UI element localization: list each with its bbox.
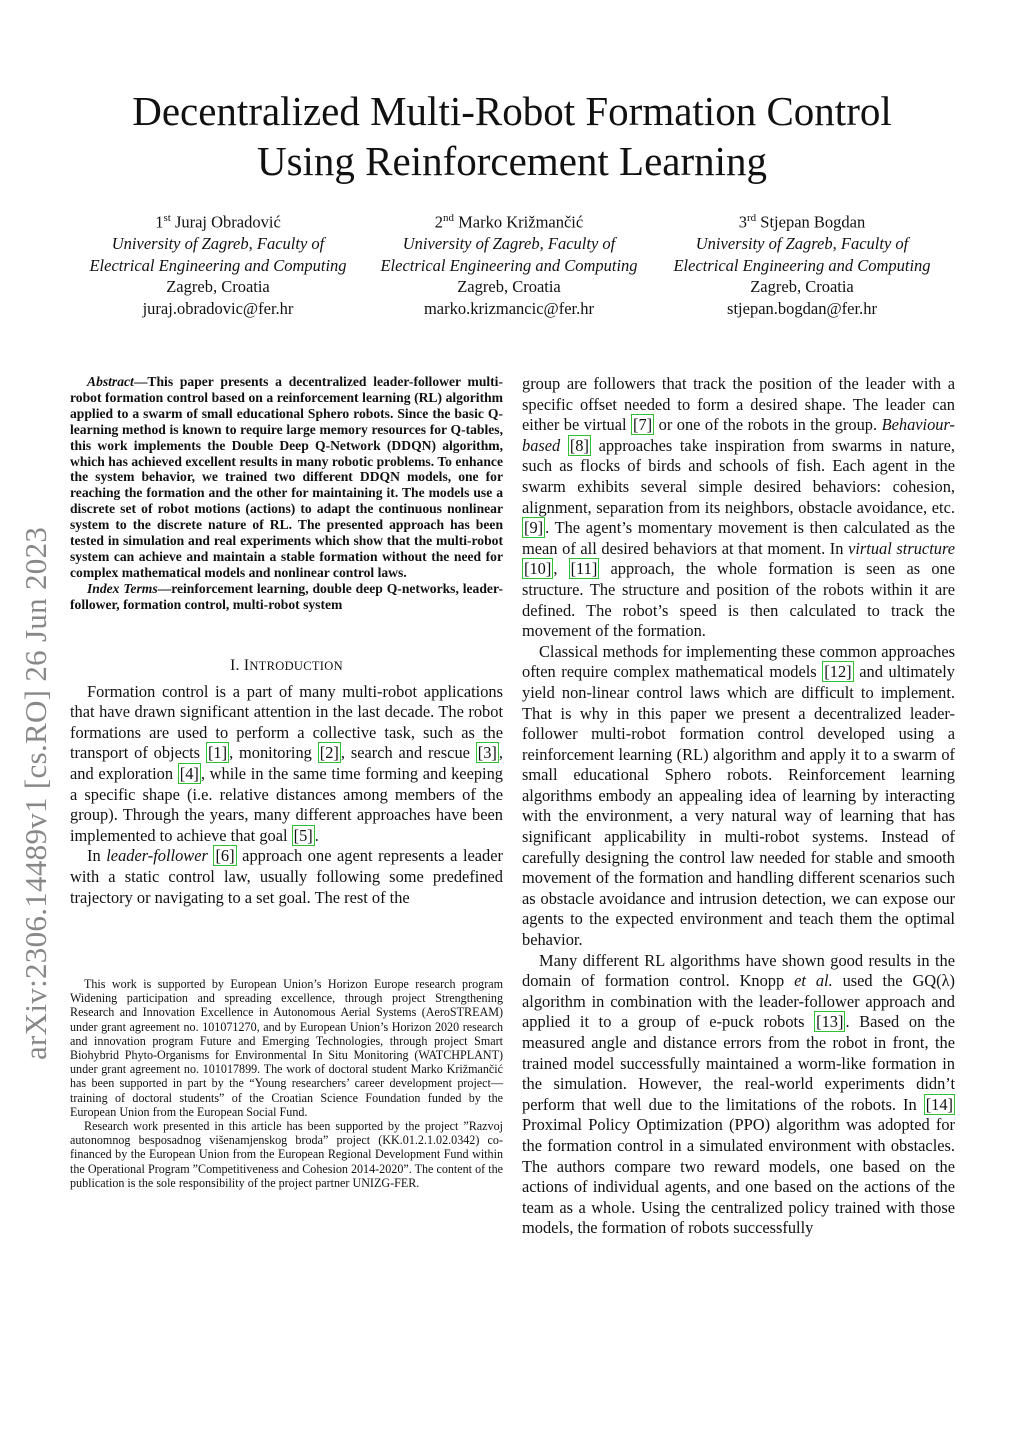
intro-paragraph-1: Formation control is a part of many multi-robot applications that have drawn significant attention in the last decade. The robot formations are used to perform a collective task, such as the transport of objects [1] , monitoring [2] , search and rescue [3] , and exploration [4] , while in the same time forming and keeping a specific shape (i.e. relative distances among members of the group). Through the years, many different approaches have been implemented to achieve that goal [5] .: [70, 681, 504, 845]
author-location: Zagreb, Croatia: [457, 277, 561, 296]
right-paragraph-2: Classical methods for implementing these common approaches often require complex mathematical models [12] and ultimately yield non-linear control laws which are difficult to implement. That is why in this paper we present a decentralized leader-follower multi-robot formation control developed using a reinforcement learning (RL) algorithm and apply it to a swarm of small educational Sphero robots. Reinforcement learning algorithms embody an appealing idea of learning by interacting with the environment, a very natural way of learning that has significant applicability in multi-robot systems. Instead of carefully designing the control law needed for stable and smooth movement of the formation and handling different scenarios such as obstacle avoidance and intrusion detection, we can expose our agents to the expected environment and teach them the optimal behavior.: [522, 641, 955, 950]
author-location: Zagreb, Croatia: [750, 277, 854, 296]
right-paragraph-1: group are followers that track the position of the leader with a specific offset needed to form a desired shape. The leader can either be virtual [7] or one of the robots in the group. Behaviour-based [8] approaches take inspiration from swarms in nature, such as flocks of birds and schools of fish. Each agent in the swarm exhibits several simple desired behaviors: cohesion, alignment, separation from its neighbors, obstacle avoidance, etc. [9] . The agent’s momentary movement is then calculated as the mean of all desired behaviors at that moment. In virtual structure [10] , [11] approach, the whole formation is seen as one structure. The structure and position of the robots within it are defined. The robot’s speed is then calculated to track the movement of the formation.: [522, 374, 955, 641]
author-affiliation: University of Zagreb, Faculty of: [402, 234, 616, 253]
footnote-funding-1: This work is supported by European Union’s Horizon Europe research program Widening participation and spreading excellence, through project Strengthening Research and Innovation Excellence in Autonomous Aerial Systems (AeroSTREAM) under grant agreement no. 101071270, and by European Union’s Horizon 2020 research and innovation program Future and Emerging Technologies, through project Smart Biohybrid Phyto-Organisms for Environmental In Situ Monitoring (WATCHPLANT) under grant agreement no. 101017899. The work of doctoral student Marko Križmančić has been supported in part by the “Young researchers’ career development project—training of doctoral students” of the Croatian Science Foundation funded by the European Union from the European Social Fund.: [70, 977, 503, 1119]
citation-link[interactable]: [10]: [524, 559, 552, 579]
author-name: 3rd Stjepan Bogdan: [738, 212, 866, 232]
abstract: Abstract—This paper presents a decentralized leader-follower multi-robot formation control based on a reinforcement learning (RL) algorithm applied to a swarm of small educational Sphero robots. Since the basic Q-learning method is known to require large memory resources for Q-tables, this work implements the Double Deep Q-Network (DDQN) algorithm, which has achieved excellent results in many robotic problems. To enhance the system behavior, we trained two different DDQN models, one for reaching the formation and the other for maintaining it. The models use a discrete set of robot motions (actions) to adapt the continuous nonlinear system to the discrete nature of RL. The presented approach has been tested in simulation and real experiments which show that the multi-robot system can achieve and maintain a stable formation without the need for complex mathematical models and nonlinear control laws.: [70, 374, 503, 580]
author-block-3: [652, 208, 952, 319]
section-heading-introduction: I. INTRODUCTION: [230, 656, 343, 674]
author-email[interactable]: juraj.obradovic@fer.hr: [142, 298, 294, 318]
citation-link[interactable]: [5]: [293, 825, 313, 845]
citation-link[interactable]: [2]: [319, 743, 339, 763]
author-email[interactable]: marko.krizmancic@fer.hr: [423, 298, 595, 318]
citation-link[interactable]: [13]: [816, 1012, 844, 1032]
paper-title: Decentralized Multi-Robot Formation Control Using Reinforcement Learning: [132, 88, 892, 184]
arxiv-stamp: arXiv:2306.14489v1 [cs.RO] 26 Jun 2023: [18, 526, 53, 1060]
author-block-1: [68, 208, 368, 319]
footnote-funding-2: Research work presented in this article has been supported by the project ”Razvoj autonomnog besposadnog višenamjenskog broda” project (KK.01.2.1.02.0342) co-financed by the European Union from the European Regional Development Fund within the Operational Program ”Competitiveness and Cohesion 2014-2020”. The content of the publication is the sole responsibility of the project partner UNIZG-FER.: [70, 1119, 503, 1190]
author-affiliation: University of Zagreb, Faculty of: [695, 234, 909, 253]
author-affiliation: Electrical Engineering and Computing: [89, 255, 347, 275]
citation-link[interactable]: [4]: [179, 763, 199, 783]
citation-link[interactable]: [7]: [633, 415, 653, 435]
author-affiliation: Electrical Engineering and Computing: [673, 255, 931, 275]
citation-link[interactable]: [14]: [925, 1094, 953, 1114]
author-block-2: [359, 208, 659, 319]
index-terms: Index Terms—reinforcement learning, double deep Q-networks, leader-follower, formation control, multi-robot system: [70, 580, 503, 612]
author-affiliation: Electrical Engineering and Computing: [380, 255, 638, 275]
citation-link[interactable]: [6]: [215, 846, 235, 866]
author-name: 1st Juraj Obradović: [155, 212, 281, 232]
right-column: [522, 374, 955, 1239]
citation-link[interactable]: [1]: [207, 743, 228, 763]
left-column: [70, 374, 503, 908]
author-email[interactable]: stjepan.bogdan@fer.hr: [727, 298, 877, 318]
citation-link[interactable]: [9]: [524, 518, 544, 538]
author-location: Zagreb, Croatia: [166, 277, 270, 296]
footnote: [70, 977, 503, 1190]
author-affiliation: University of Zagreb, Faculty of: [111, 234, 325, 253]
citation-link[interactable]: [3]: [477, 743, 497, 763]
citation-link[interactable]: [12]: [824, 662, 852, 682]
right-paragraph-3: Many different RL algorithms have shown good results in the domain of formation control. Knopp et al. used the GQ(λ) algorithm in combination with the leader-follower approach and applied it to a group of e-puck robots [13] . Based on the measured angle and distance errors from the robot in front, the trained model successfully maintained a worm-like formation in the simulation. However, the real-world experiments didn’t perform that well due to the limitations of the robots. In [14] Proximal Policy Optimization (PPO) algorithm was adopted for the formation control in a simulated environment with obstacles. The authors compare two reward models, one based on the actions of individual agents, and one based on the actions of the team as a whole. Using the centralized policy trained with those models, the formation of robots successfully: [522, 950, 955, 1238]
author-name: 2nd Marko Križmančić: [434, 212, 584, 232]
citation-link[interactable]: [11]: [570, 559, 598, 579]
citation-link[interactable]: [8]: [569, 435, 589, 455]
intro-paragraph-2: In leader-follower [6] approach one agent represents a leader with a static control law, usually following some predefined trajectory or navigating to a set goal. The rest of the: [70, 846, 503, 907]
